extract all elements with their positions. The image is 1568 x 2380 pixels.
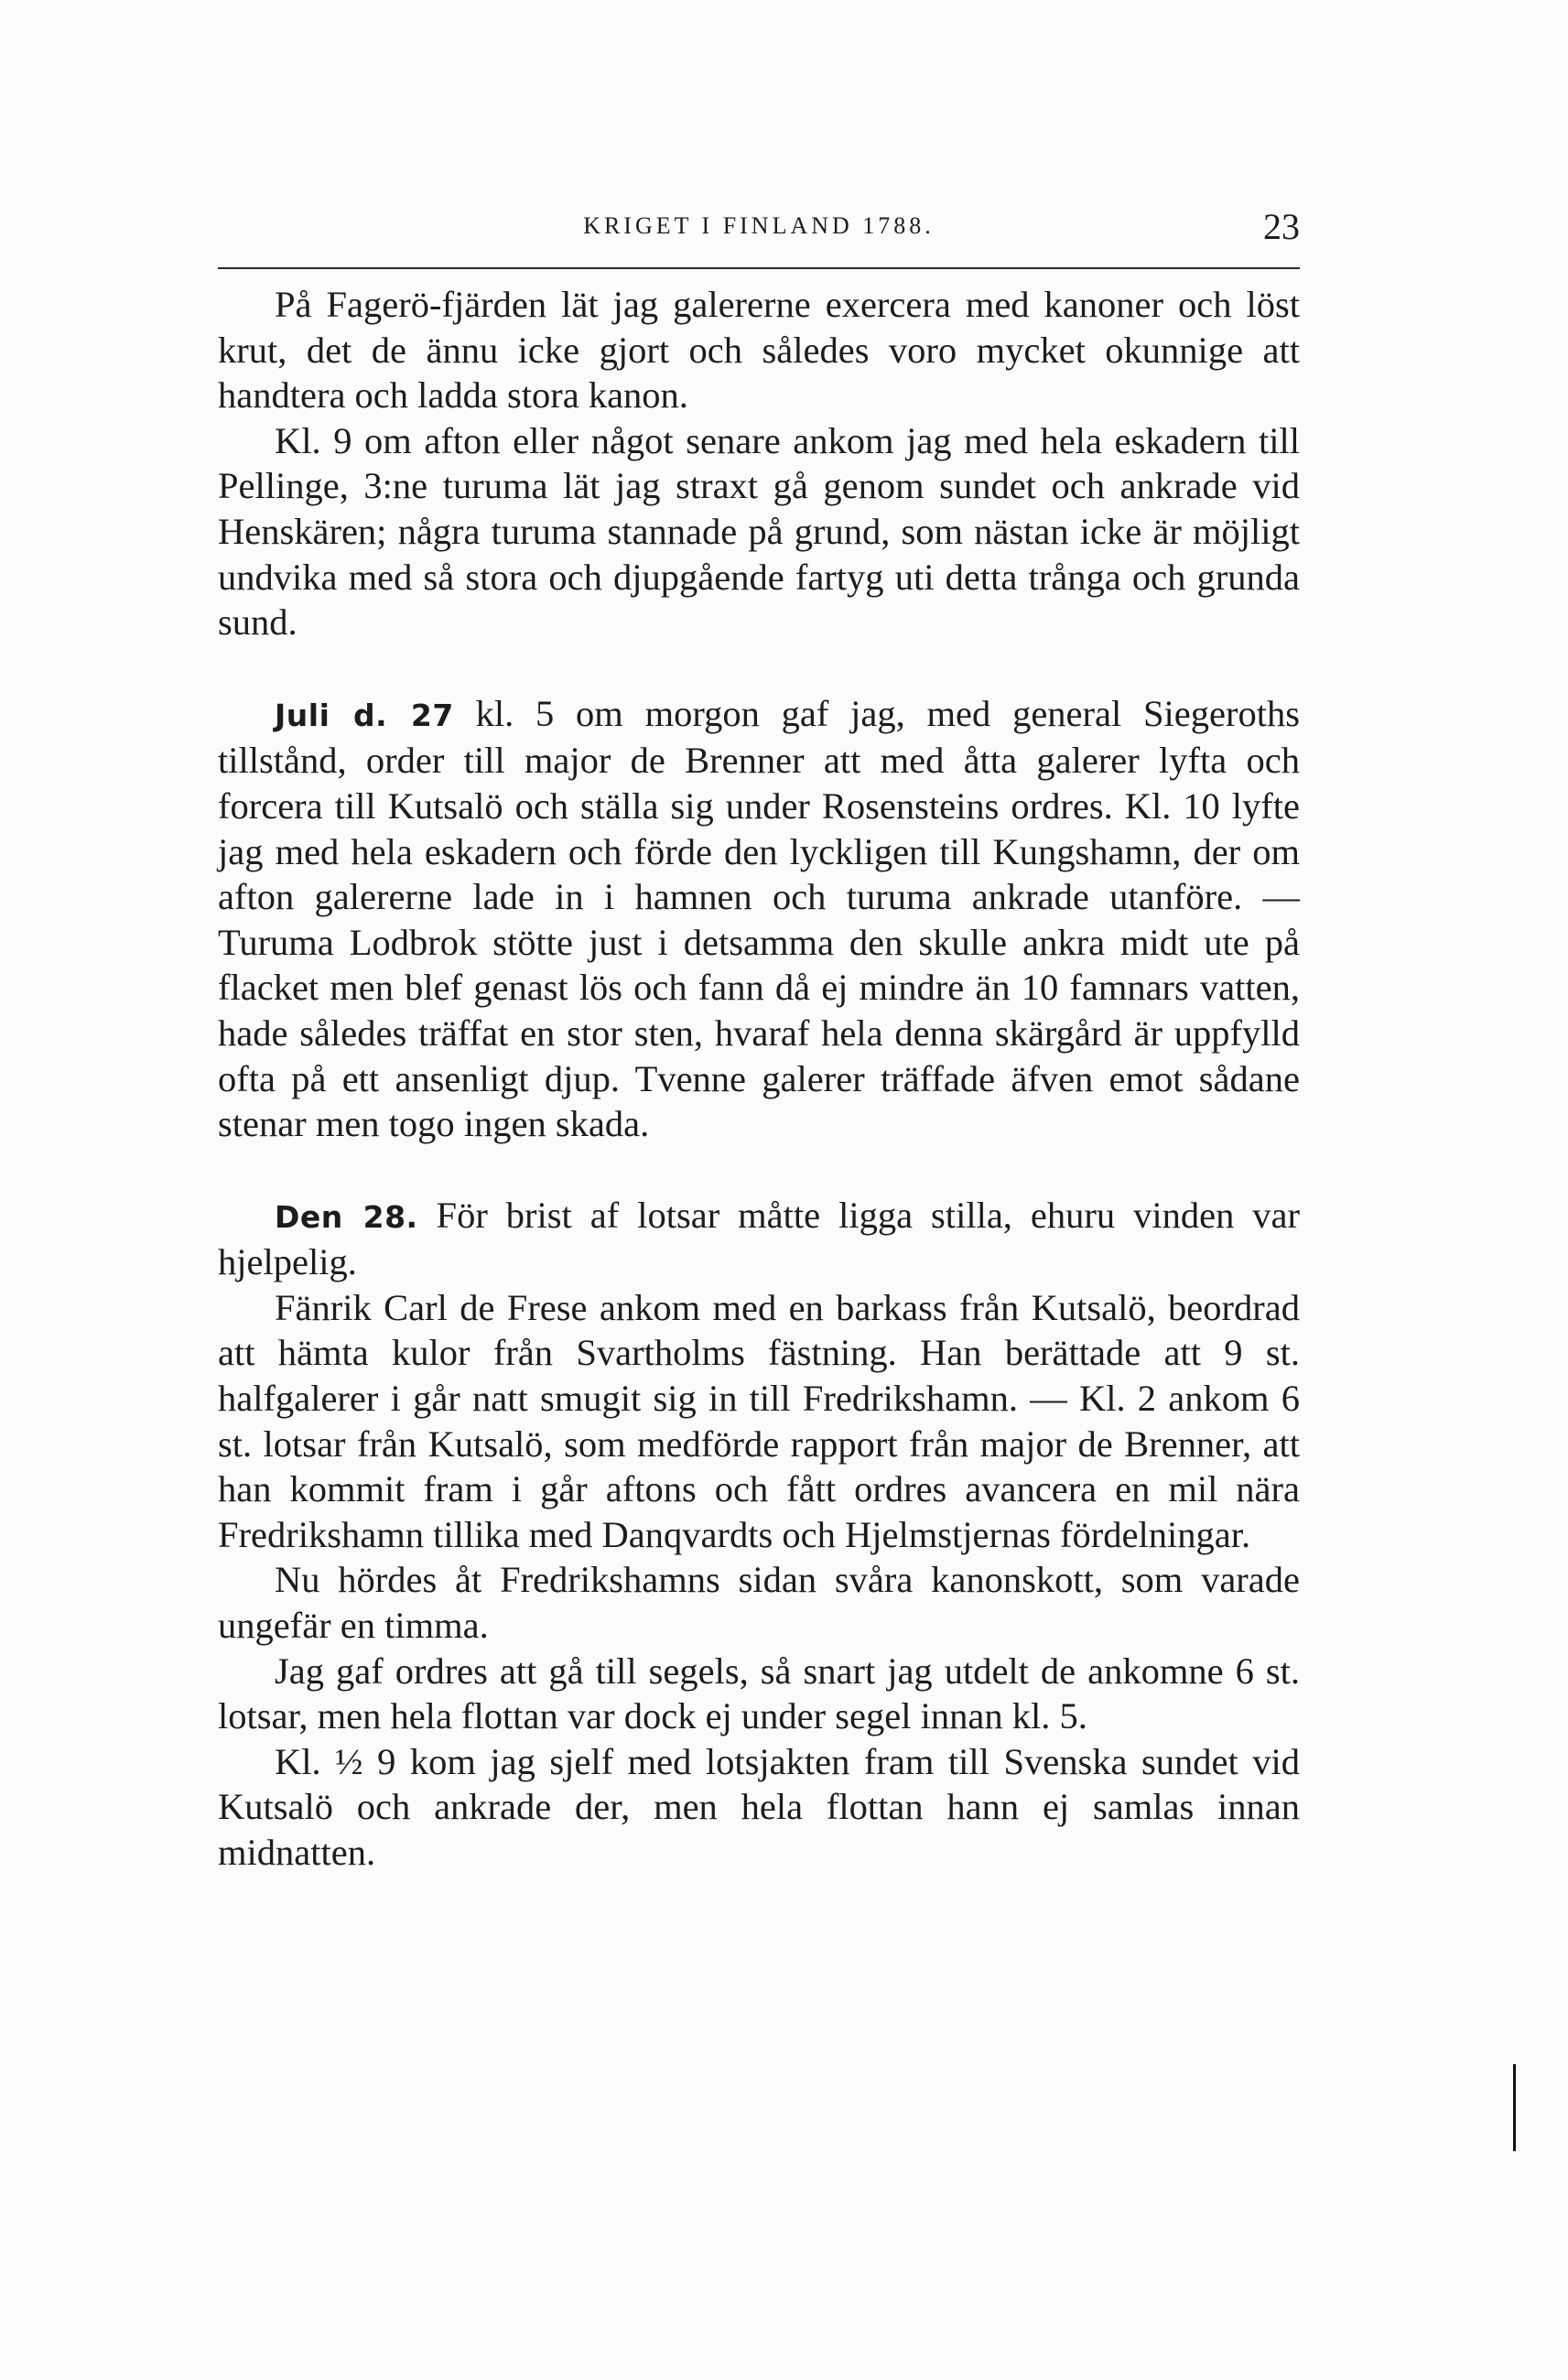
page-header (218, 206, 1300, 247)
paragraph (218, 1649, 1300, 1739)
diary-entry (218, 1193, 1300, 1285)
paragraph (218, 1285, 1300, 1558)
paragraph-text: Fänrik Carl de Frese ankom med en barkass från Kutsalö, beordrad att hämta kulor från Svartholms fästning. Han berättade att 9 st. halfgalerer i går natt smugit sig in till Fredrikshamn. — Kl. 2 ankom 6 st. lotsar från Kutsalö, som medförde rapport från major de Brenner, att han kommit fram i går aftons och fått ordres avancera en mil nära Fredrikshamn tillika med Danqvardts och Hjelmstjernas fördelningar. (218, 1286, 1300, 1555)
text-body (218, 282, 1300, 1876)
paragraph-text: kl. 5 om morgon gaf jag, med general Siegeroths tillstånd, order till major de Brenner att med åtta galerer lyfta och forcera till Kutsalö och ställa sig under Rosensteins ordres. Kl. 10 lyfte jag med hela eskadern och förde den lyckligen till Kungshamn, der om afton galererne lade in i hamnen och turuma ankrade utanföre. — Turuma Lodbrok stötte just i detsamma den skulle ankra midt ute på flacket men blef genast lös och fann då ej mindre än 10 famnars vatten, hade således träffat en stor sten, hvaraf hela denna skärgård är uppfylld ofta på ett ansenligt djup. Tvenne galerer träffade äfven emot sådane stenar men togo ingen skada. (218, 692, 1301, 1145)
paragraph (218, 1557, 1300, 1648)
running-title: KRIGET I FINLAND 1788. (583, 212, 935, 239)
entry-date: Juli d. 27 (275, 697, 454, 733)
paragraph-text: För brist af lotsar måtte ligga stilla, ehuru vinden var hjelpelig. (218, 1194, 1301, 1283)
paragraph-text: Jag gaf ordres att gå till segels, så snart jag utdelt de ankomne 6 st. lotsar, men hela flottan var dock ej under segel innan kl. 5. (218, 1650, 1300, 1737)
page-number: 23 (1263, 206, 1300, 247)
paragraph (218, 282, 1300, 418)
header-rule (218, 267, 1300, 269)
paragraph (218, 1739, 1300, 1876)
diary-entry (218, 691, 1300, 1147)
paragraph-text: Kl. 9 om afton eller något senare ankom jag med hela eskadern till Pellinge, 3:ne turuma lät jag straxt gå genom sundet och ankrade vid Henskären; några turuma stannade på grund, som nästan icke är möjligt undvika med så stora och djupgående fartyg uti detta trånga och grunda sund. (218, 419, 1300, 644)
paragraph-text: Kl. ½ 9 kom jag sjelf med lotsjakten fram till Svenska sundet vid Kutsalö och ankrade der, men hela flottan hann ej samlas innan midnatten. (218, 1740, 1300, 1873)
entry-date: Den 28. (275, 1198, 418, 1235)
paragraph-text: Nu hördes åt Fredrikshamns sidan svåra kanonskott, som varade ungefär en timma. (218, 1559, 1300, 1647)
margin-mark (1513, 2064, 1516, 2151)
paragraph-text: På Fagerö-fjärden lät jag galererne exercera med kanoner och löst krut, det de ännu icke gjort och således voro mycket okunnige att handtera och ladda stora kanon. (218, 284, 1300, 416)
paragraph (218, 418, 1300, 645)
